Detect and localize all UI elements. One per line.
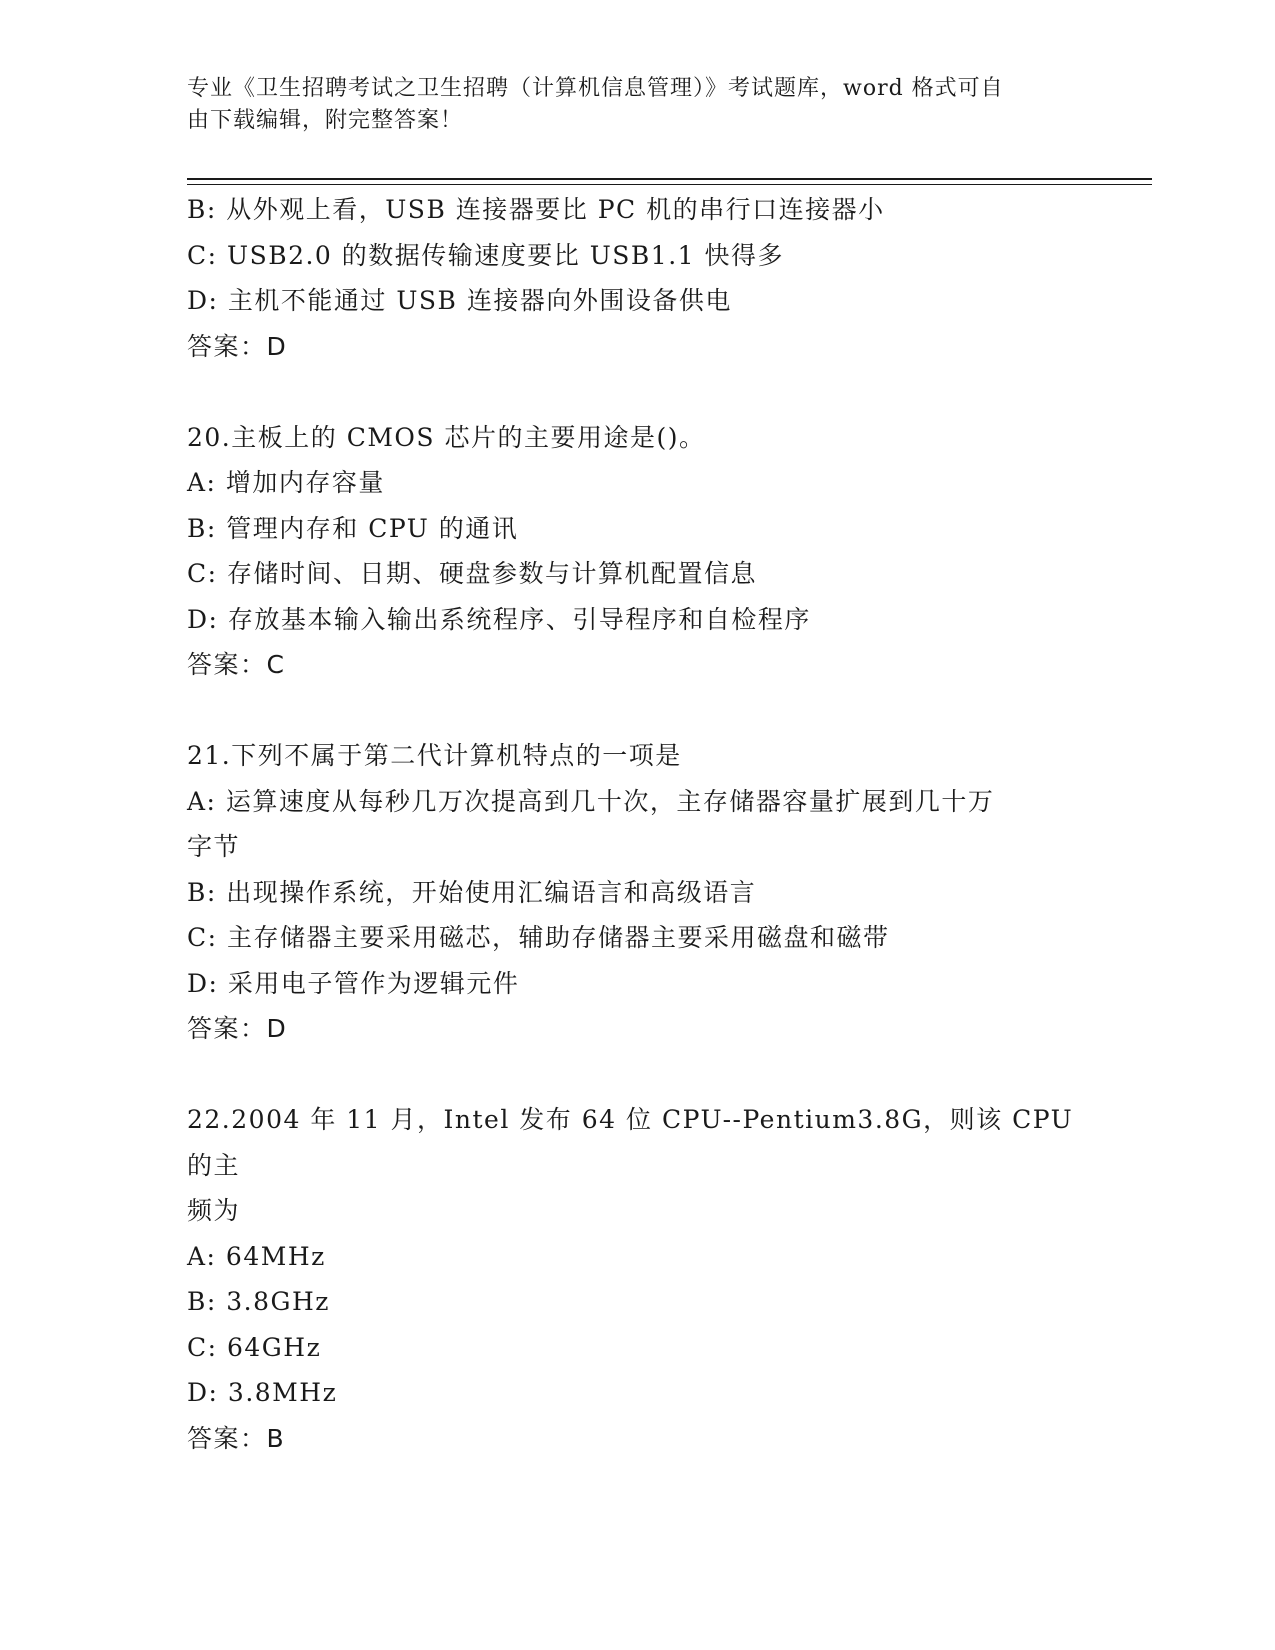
option-a: A: 64MHz — [187, 1241, 326, 1271]
question-block-21 — [187, 733, 1087, 1052]
option-c: C: 主存储器主要采用磁芯，辅助存储器主要采用磁盘和磁带 — [187, 923, 890, 952]
option-d: D: 采用电子管作为逻辑元件 — [187, 968, 520, 998]
spacer — [187, 688, 1087, 734]
option-c: C: 存储时间、日期、硬盘参数与计算机配置信息 — [187, 559, 757, 588]
question-list — [187, 187, 1087, 1461]
header-line-2: 由下载编辑，附完整答案！ — [187, 108, 464, 133]
spacer — [187, 369, 1087, 415]
spacer — [187, 1052, 1087, 1098]
header-divider-thin — [187, 184, 1152, 185]
option-b: B: 从外观上看，USB 连接器要比 PC 机的串行口连接器小 — [187, 195, 885, 224]
option-d: D: 主机不能通过 USB 连接器向外围设备供电 — [187, 286, 732, 315]
answer-label: 答案：B — [187, 1423, 286, 1453]
question-block-20 — [187, 415, 1087, 688]
option-b: B: 管理内存和 CPU 的通讯 — [187, 513, 519, 543]
option-d: D: 3.8MHz — [187, 1378, 338, 1407]
option-b: B: 出现操作系统，开始使用汇编语言和高级语言 — [187, 877, 757, 907]
question-text-line-2: 频为 — [187, 1196, 241, 1225]
option-b: B: 3.8GHz — [187, 1287, 330, 1316]
answer-label: 答案：C — [187, 650, 286, 679]
document-header — [187, 73, 1067, 137]
answer-label: 答案：D — [187, 1014, 288, 1043]
option-a: A: 增加内存容量 — [187, 468, 385, 497]
question-block-22 — [187, 1097, 1087, 1461]
question-text: 21.下列不属于第二代计算机特点的一项是 — [187, 741, 682, 770]
answer-label: 答案：D — [187, 331, 288, 361]
option-c: C: USB2.0 的数据传输速度要比 USB1.1 快得多 — [187, 240, 784, 270]
question-text-line-1: 22.2004 年 11 月，Intel 发布 64 位 CPU--Pentium3.8G，则该 CPU 的主 — [187, 1105, 1083, 1180]
header-line-1: 专业《卫生招聘考试之卫生招聘（计算机信息管理）》考试题库，word 格式可自 — [187, 76, 1004, 101]
option-d: D: 存放基本输入输出系统程序、引导程序和自检程序 — [187, 604, 811, 634]
option-a-line-1: A: 运算速度从每秒几万次提高到几十次，主存储器容量扩展到几十万 — [187, 786, 995, 816]
option-c: C: 64GHz — [187, 1332, 322, 1362]
question-text: 20.主板上的 CMOS 芯片的主要用途是()。 — [187, 422, 706, 452]
question-block-19 — [187, 187, 1087, 369]
header-divider-thick — [187, 178, 1152, 180]
option-a-line-2: 字节 — [187, 832, 241, 861]
